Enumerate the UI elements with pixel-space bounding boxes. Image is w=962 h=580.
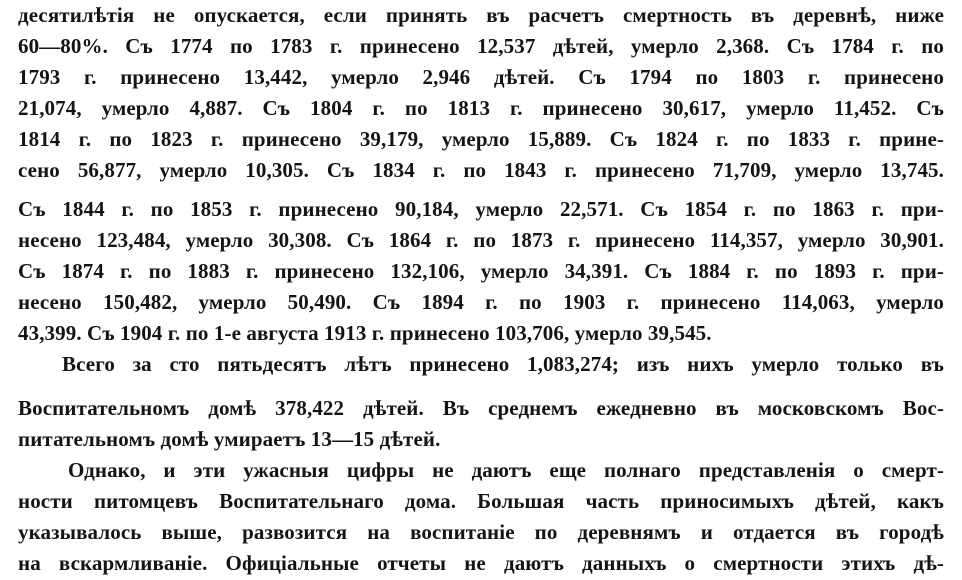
text-line: 21,074, умерло 4,887. Съ 1804 г. по 1813 г. принесено 30,617, умерло 11,452. Съ (18, 96, 944, 120)
text-line: сено 56,877, умерло 10,305. Съ 1834 г. по 1843 г. принесено 71,709, умерло 13,745. (18, 158, 944, 182)
text-line: 43,399. Съ 1904 г. по 1-е августа 1913 г. принесено 103,706, умерло 39,545. (18, 321, 712, 345)
text-line: Съ 1844 г. по 1853 г. принесено 90,184, умерло 22,571. Съ 1854 г. по 1863 г. при- (18, 197, 944, 221)
text-line: указывалось выше, развозится на воспитаніе по деревнямъ и отдается въ городѣ (18, 520, 944, 544)
text-line: Однако, и эти ужасныя цифры не даютъ еще полнаго представленія о смерт- (68, 458, 944, 482)
text-line: десятилѣтія не опускается, если принять въ расчетъ смертность въ деревнѣ, ниже (18, 3, 944, 27)
text-line: 1814 г. по 1823 г. принесено 39,179, умерло 15,889. Съ 1824 г. по 1833 г. прине- (18, 127, 944, 151)
text-line: несено 150,482, умерло 50,490. Съ 1894 г. по 1903 г. принесено 114,063, умерло (18, 290, 944, 314)
text-line: несено 123,484, умерло 30,308. Съ 1864 г. по 1873 г. принесено 114,357, умерло 30,901. (18, 228, 944, 252)
text-line: на вскармливаніе. Офиціальные отчеты не даютъ данныхъ о смертности этихъ дѣ- (18, 551, 944, 575)
text-line: Всего за сто пятьдесятъ лѣтъ принесено 1,083,274; изъ нихъ умерло только въ (62, 352, 944, 376)
text-line: Съ 1874 г. по 1883 г. принесено 132,106, умерло 34,391. Съ 1884 г. по 1893 г. при- (18, 259, 944, 283)
text-line: 60—80%. Съ 1774 по 1783 г. принесено 12,537 дѣтей, умерло 2,368. Съ 1784 г. по (18, 34, 944, 58)
text-line: ности питомцевъ Воспитательнаго дома. Большая часть приносимыхъ дѣтей, какъ (18, 489, 944, 513)
text-line: 1793 г. принесено 13,442, умерло 2,946 дѣтей. Съ 1794 по 1803 г. принесено (18, 65, 944, 89)
text-line: питательномъ домѣ умираетъ 13—15 дѣтей. (18, 427, 441, 451)
text-line: Воспитательномъ домѣ 378,422 дѣтей. Въ среднемъ ежедневно въ московскомъ Вос- (18, 396, 944, 420)
